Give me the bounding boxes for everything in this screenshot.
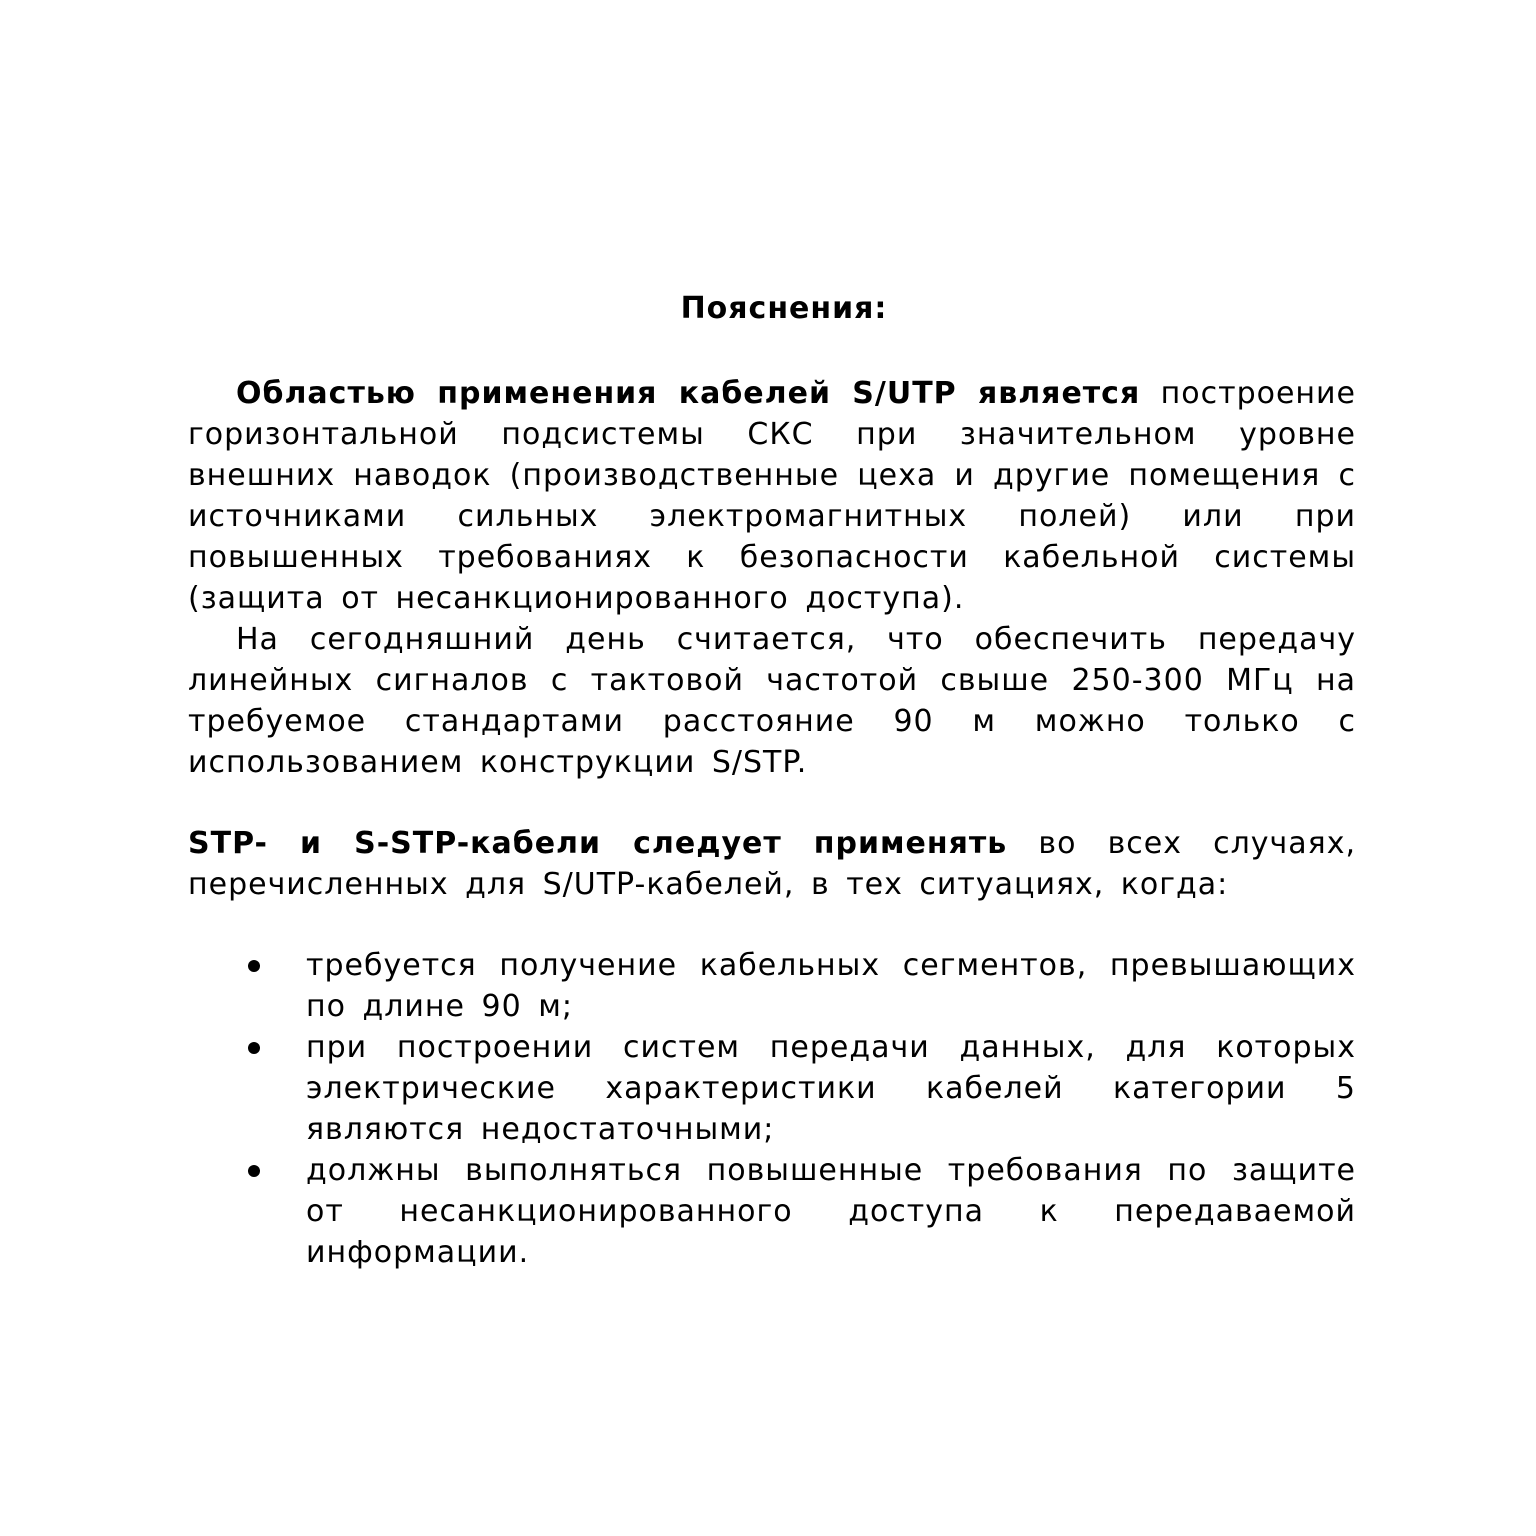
bullet-icon — [248, 960, 260, 972]
page-title: Пояснения: — [680, 291, 888, 326]
paragraph-s-utp-bold: Областью применения кабелей S/UTP является — [236, 376, 1141, 411]
paragraph-stp-text: во всех случаях, перечисленных для S/UTP-кабелей, в тех ситуациях, когда: — [188, 826, 1356, 902]
paragraph-gap — [188, 783, 1356, 823]
list-item-text: при построении систем передачи данных, для которых электрические характеристики кабелей категории 5 являются недостаточными; — [306, 1030, 1356, 1147]
paragraph-stp-bold: STP- и S-STP-кабели следует применять — [188, 826, 1008, 861]
bullet-icon — [248, 1165, 260, 1177]
list-item-text: должны выполняться повышенные требования по защите от несанкционированного доступа к передаваемой информации. — [306, 1153, 1356, 1270]
list-item — [188, 1027, 1356, 1150]
list-gap — [188, 905, 1356, 945]
document-body — [188, 288, 1356, 1273]
paragraph-s-utp — [188, 373, 1356, 619]
list-item-text: требуется получение кабельных сегментов, превышающих по длине 90 м; — [306, 948, 1356, 1024]
list-item — [188, 1150, 1356, 1273]
paragraph-stp — [188, 823, 1356, 905]
paragraph-s-stp: На сегодняшний день считается, что обеспечить передачу линейных сигналов с тактовой частотой свыше 250-300 МГц на требуемое стандартами расстояние 90 м можно только с использованием конструкции S/STP. — [188, 622, 1356, 780]
bullet-icon — [248, 1042, 260, 1054]
paragraph-s-utp-text: построение горизонтальной подсистемы СКС при значительном уровне внешних наводок (производственные цеха и другие помещения с источниками сильных электромагнитных полей) или при повышенных требованиях к безопасности кабельной системы (защита от несанкционированного доступа). — [188, 376, 1356, 616]
list-item — [188, 945, 1356, 1027]
bullet-list — [188, 945, 1356, 1273]
